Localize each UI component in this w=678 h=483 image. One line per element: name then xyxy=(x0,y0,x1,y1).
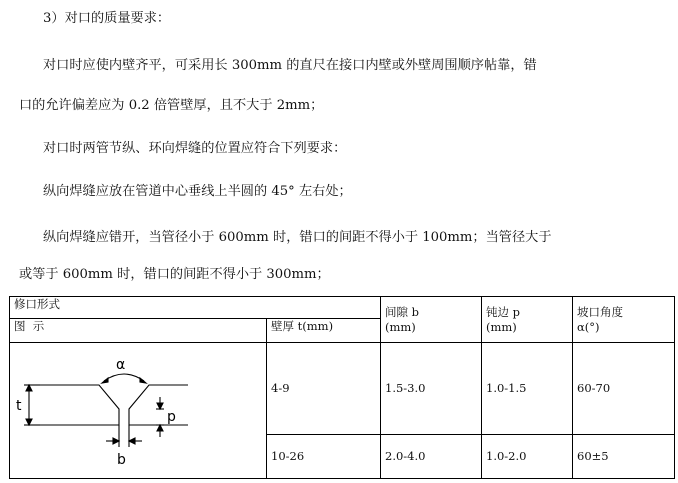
v-bevel-diagram xyxy=(14,351,214,471)
row-2-gap: 2.0-4.0 xyxy=(381,435,482,479)
row-2-blunt: 1.0-2.0 xyxy=(482,435,573,479)
p-label: p xyxy=(167,408,176,425)
header-angle-label: 坡口角度 xyxy=(577,304,623,319)
paragraph-2: 对口时两管节纵、环向焊缝的位置应符合下列要求： xyxy=(43,141,347,156)
row-2-thickness: 10-26 xyxy=(267,435,381,479)
heading: 3）对口的质量要求： xyxy=(43,11,171,26)
header-blunt-edge xyxy=(482,297,573,343)
header-gap-label: 间隙 b xyxy=(385,304,420,319)
header-gap xyxy=(381,297,482,343)
row-2-angle: 60±5 xyxy=(573,435,675,479)
header-gap-unit: (mm) xyxy=(385,319,416,334)
bevel-diagram-cell xyxy=(10,343,267,479)
row-1-thickness: 4-9 xyxy=(267,343,381,435)
row-1-gap: 1.5-3.0 xyxy=(381,343,482,435)
header-figure: 图 示 xyxy=(10,319,267,343)
t-label: t xyxy=(16,397,22,414)
b-label: b xyxy=(117,451,126,468)
alpha-label: α xyxy=(116,356,126,373)
paragraph-3: 纵向焊缝应放在管道中心垂线上半圆的 45° 左右处； xyxy=(43,184,352,199)
paragraph-1-line-1: 对口时应使内壁齐平，可采用长 300mm 的直尺在接口内壁或外壁周围顺序帖靠，错 xyxy=(43,58,537,73)
header-blunt-label: 钝边 p xyxy=(486,304,521,319)
header-blunt-unit: (mm) xyxy=(486,319,517,334)
header-wall-thickness: 壁厚 t(mm) xyxy=(267,319,381,343)
row-1-blunt: 1.0-1.5 xyxy=(482,343,573,435)
row-1-angle: 60-70 xyxy=(573,343,675,435)
paragraph-1-line-2: 口的允许偏差应为 0.2 倍管壁厚，且不大于 2mm； xyxy=(19,98,324,113)
header-bevel-angle xyxy=(573,297,675,343)
header-bevel-form: 修口形式 xyxy=(10,297,381,319)
bevel-spec-table xyxy=(9,296,675,479)
paragraph-4-line-2: 或等于 600mm 时，错口的间距不得小于 300mm； xyxy=(19,267,330,282)
header-angle-unit: α(°) xyxy=(577,319,600,334)
paragraph-4-line-1: 纵向焊缝应错开，当管径小于 600mm 时，错口的间距不得小于 100mm；当管径大于 xyxy=(43,230,552,245)
